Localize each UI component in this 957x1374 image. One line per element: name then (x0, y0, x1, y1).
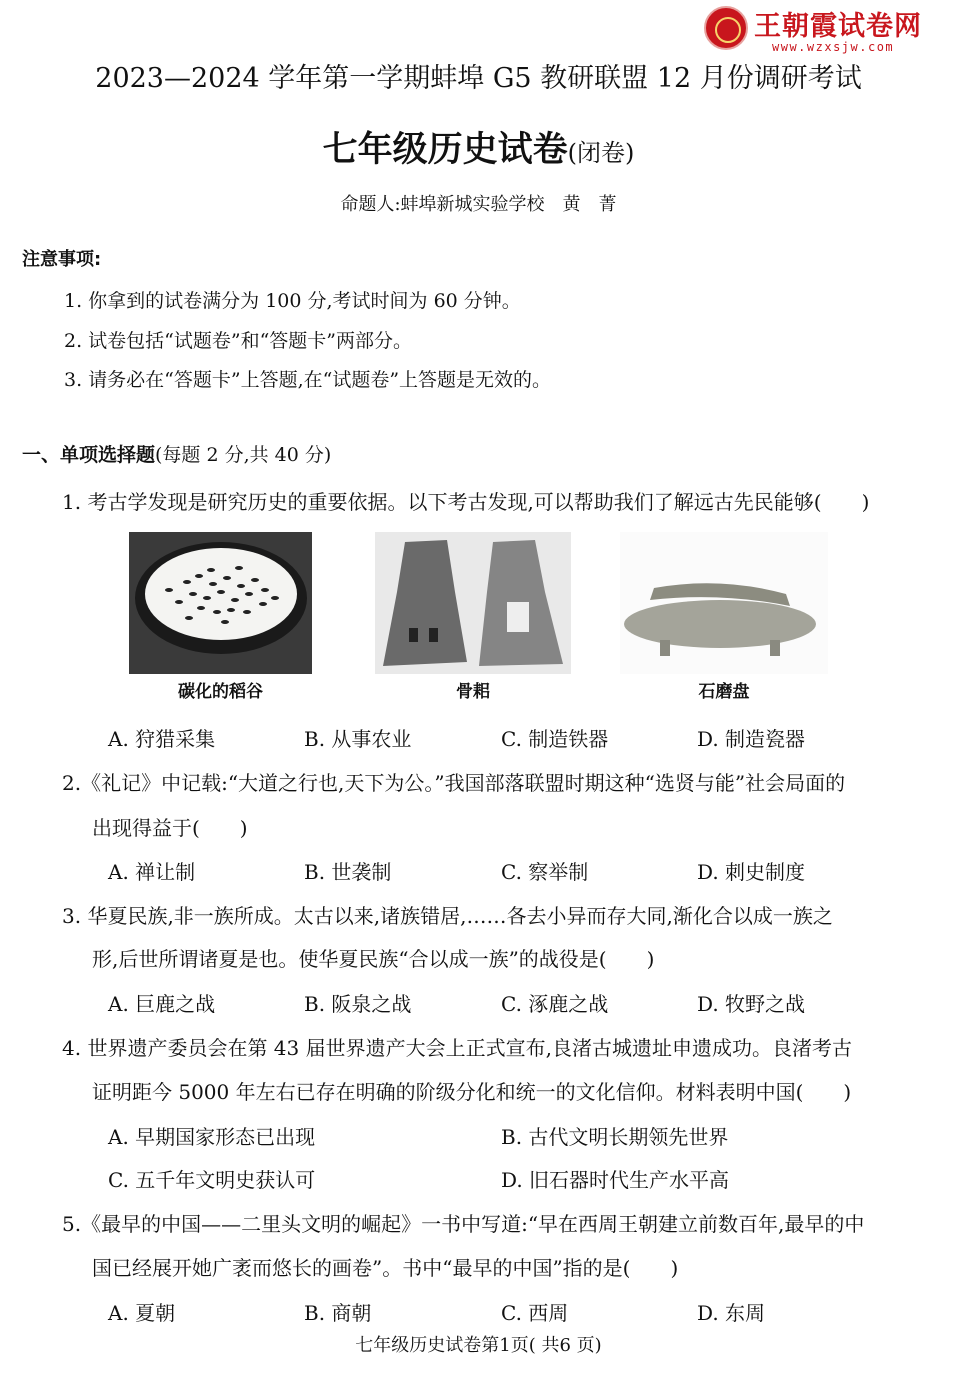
logo-url: www.wzxsjw.com (772, 40, 895, 54)
option-b: B. 世袭制 (304, 860, 392, 884)
option-c: C. 制造铁器 (501, 727, 609, 751)
option-a: A. 禅让制 (108, 860, 196, 884)
paper-title-sub: (闭卷) (567, 139, 635, 167)
section-note: (每题 2 分,共 40 分) (155, 444, 332, 466)
exam-title: 2023—2024 学年第一学期蚌埠 G5 教研联盟 12 月份调研考试 (95, 63, 862, 94)
option-a: A. 巨鹿之战 (108, 992, 216, 1016)
question-4-stem-cont: 证明距今 5000 年左右已存在明确的阶级分化和统一的文化信仰。材料表明中国( ) (92, 1080, 852, 1104)
figure-caption: 石磨盘 (698, 682, 750, 702)
option-d: D. 旧石器时代生产水平高 (501, 1168, 730, 1192)
question-2-stem: 2.《礼记》中记载:“大道之行也,天下为公。”我国部落联盟时期这种“选贤与能”社会局面的 (62, 771, 846, 795)
section-heading (22, 440, 331, 467)
figure-caption: 骨耜 (456, 682, 490, 702)
option-d: D. 牧野之战 (697, 992, 806, 1016)
option-b: B. 阪泉之战 (304, 992, 412, 1016)
option-c: C. 五千年文明史获认可 (108, 1168, 316, 1192)
option-c: C. 西周 (501, 1301, 569, 1325)
paper-title-main: 七年级历史试卷 (322, 130, 568, 170)
option-d: D. 制造瓷器 (697, 727, 806, 751)
author-line: 命题人:蚌埠新城实验学校 黄 菁 (340, 194, 617, 215)
option-c: C. 涿鹿之战 (501, 992, 609, 1016)
figure-stone-quern (620, 532, 828, 674)
option-d: D. 东周 (697, 1301, 766, 1325)
option-a: A. 狩猎采集 (108, 727, 216, 751)
question-4-stem: 4. 世界遗产委员会在第 43 届世界遗产大会上正式宣布,良渚古城遗址申遗成功。良渚考古 (62, 1036, 852, 1060)
paper-title (0, 122, 957, 172)
question-3-stem-cont: 形,后世所谓诸夏是也。使华夏民族“合以成一族”的战役是( ) (92, 947, 655, 971)
seal-icon (704, 6, 748, 50)
option-d: D. 刺史制度 (697, 860, 806, 884)
figure-carbonized-rice (129, 532, 312, 674)
option-b: B. 从事农业 (304, 727, 412, 751)
notice-item: 3. 请务必在“答题卡”上答题,在“试题卷”上答题是无效的。 (64, 369, 552, 391)
figure-caption: 碳化的稻谷 (178, 682, 263, 702)
option-a: A. 早期国家形态已出现 (108, 1125, 316, 1149)
section-title: 一、单项选择题 (22, 444, 156, 466)
site-logo (704, 4, 954, 56)
question-5-stem: 5.《最早的中国——二里头文明的崛起》一书中写道:“早在西周王朝建立前数百年,最早的中 (62, 1212, 865, 1236)
option-c: C. 察举制 (501, 860, 589, 884)
question-1-stem: 1. 考古学发现是研究历史的重要依据。以下考古发现,可以帮助我们了解远古先民能够( ) (62, 490, 870, 514)
notice-item: 2. 试卷包括“试题卷”和“答题卡”两部分。 (64, 330, 413, 352)
figure-bone-spade (375, 532, 571, 674)
question-5-stem-cont: 国已经展开她广袤而悠长的画卷”。书中“最早的中国”指的是( ) (92, 1256, 679, 1280)
logo-name: 王朝霞试卷网 (754, 11, 922, 42)
page-footer: 七年级历史试卷第1页( 共6 页) (355, 1335, 602, 1356)
question-2-stem-cont: 出现得益于( ) (92, 816, 248, 840)
notice-item: 1. 你拿到的试卷满分为 100 分,考试时间为 60 分钟。 (64, 290, 521, 312)
option-a: A. 夏朝 (108, 1301, 176, 1325)
option-b: B. 商朝 (304, 1301, 372, 1325)
option-b: B. 古代文明长期领先世界 (501, 1125, 729, 1149)
question-3-stem: 3. 华夏民族,非一族所成。太古以来,诸族错居,……各去小异而存大同,渐化合以成一族之 (62, 904, 833, 928)
notice-heading: 注意事项: (22, 249, 102, 270)
